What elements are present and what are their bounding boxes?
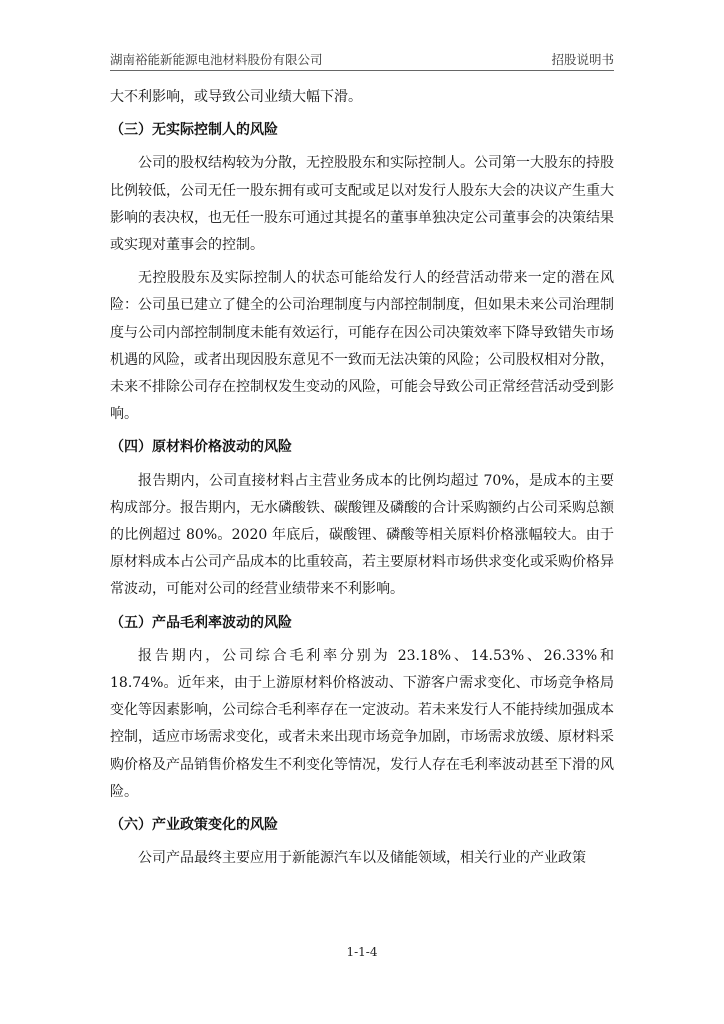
section-heading-no-controller: （三）无实际控制人的风险 (110, 122, 278, 139)
header-company-name: 湖南裕能新能源电池材料股份有限公司 (110, 52, 323, 67)
section-heading-raw-material: （四）原材料价格波动的风险 (110, 439, 292, 456)
paragraph: 公司产品最终主要应用于新能源汽车以及储能领域，相关行业的产业政策 (138, 850, 586, 867)
continued-paragraph: 大不利影响，或导致公司业绩大幅下滑。 (110, 89, 362, 105)
page-number: 1-1-4 (346, 945, 378, 959)
paragraph: 无控股股东及实际控制人的状态可能给发行人的经营活动带来一定的潜在风险：公司虽已建立了健全的公司治理制度与内部控制制度，但如果未来公司治理制度与公司内部控制制度未能有效运行，可能存在因公司决策效率下降导致错失市场机遇的风险，或者出现因股东意见不一致而无法决策的风险；公司股权相对分散，未来不排除公司存在控制权发生变动的风险，可能会导致公司正常经营活动受到影响。 (110, 270, 614, 423)
page-header (110, 50, 614, 68)
section-heading-industry-policy: （六）产业政策变化的风险 (110, 817, 278, 834)
paragraph: 公司的股权结构较为分散，无控股股东和实际控制人。公司第一大股东的持股比例较低，公司无任一股东拥有或可支配或足以对发行人股东大会的决议产生重大影响的表决权，也无任一股东可通过其提名的董事单独决定公司董事会的决策结果或实现对董事会的控制。 (110, 155, 614, 254)
paragraph: 报告期内，公司直接材料占主营业务成本的比例均超过 70%，是成本的主要构成部分。报告期内，无水磷酸铁、碳酸锂及磷酸的合计采购额约占公司采购总额的比例超过 80%。2020 年底后，碳酸锂、磷酸等相关原料价格涨幅较大。由于原材料成本占公司产品成本的比重较高，若主要原材料市场供求变化或采购价格异常波动，可能对公司的经营业绩带来不利影响。 (110, 472, 614, 598)
header-document-type: 招股说明书 (551, 52, 614, 67)
document-body (110, 84, 614, 872)
paragraph: 报告期内，公司综合毛利率分别为 23.18%、14.53%、26.33%和 18.74%。近年来，由于上游原材料价格波动、下游客户需求变化、市场竞争格局变化等因素影响，公司综合毛利率存在一定波动。若未来发行人不能持续加强成本控制，适应市场需求变化，或者未来出现市场竞争加剧，市场需求放缓、原材料采购价格及产品销售价格发生不利变化等情况，发行人存在毛利率波动甚至下滑的风险。 (110, 647, 614, 800)
section-heading-gross-margin: （五）产品毛利率波动的风险 (110, 614, 292, 631)
header-divider (110, 70, 614, 71)
